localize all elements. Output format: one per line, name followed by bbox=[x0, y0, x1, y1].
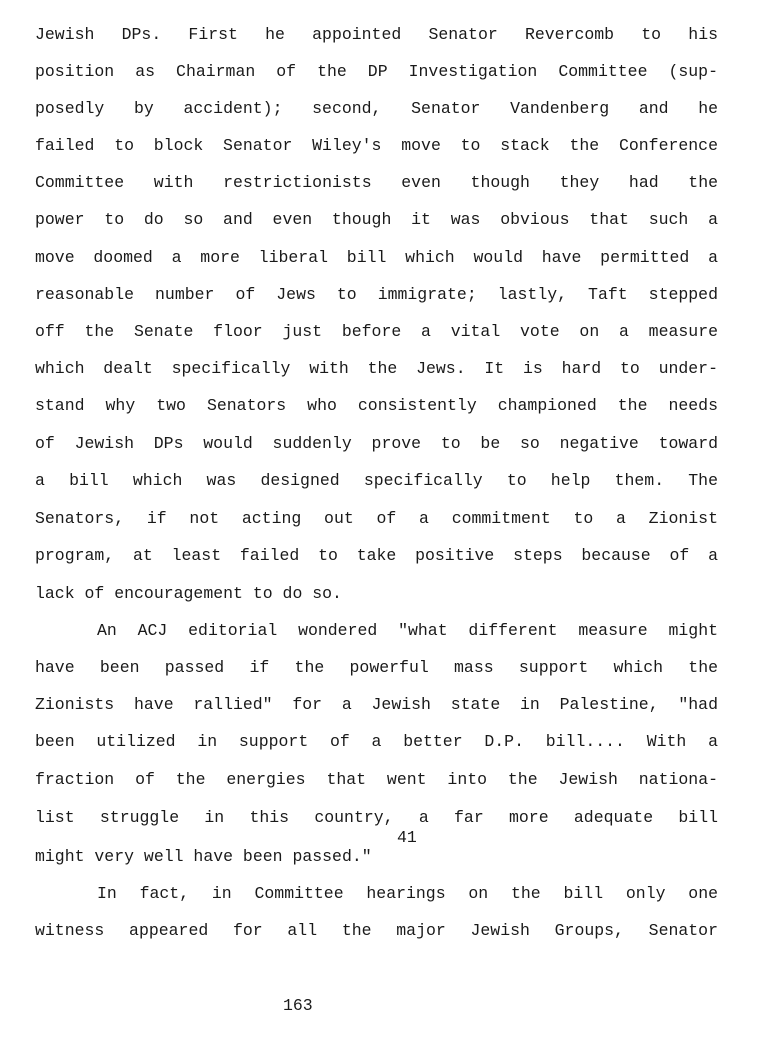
text-line: failed to block Senator Wiley's move to stack the Conference bbox=[35, 136, 718, 155]
text-line: In fact, in Committee hearings on the bill only one bbox=[97, 884, 718, 903]
text-line: stand why two Senators who consistently championed the needs bbox=[35, 396, 718, 415]
text-line: Zionists have rallied" for a Jewish state in Palestine, "had bbox=[35, 695, 718, 714]
text-line: move doomed a more liberal bill which would have permitted a bbox=[35, 248, 718, 267]
text-line: witness appeared for all the major Jewish Groups, Senator bbox=[35, 921, 718, 940]
text-line: of Jewish DPs would suddenly prove to be so negative toward bbox=[35, 434, 718, 453]
text-line: been utilized in support of a better D.P. bill.... With a bbox=[35, 732, 718, 751]
page-number: 163 bbox=[283, 996, 313, 1015]
text-line: which dealt specifically with the Jews. It is hard to under- bbox=[35, 359, 718, 378]
text-line: list struggle in this country, a far more adequate bill bbox=[35, 808, 718, 827]
text-line: program, at least failed to take positive steps because of a bbox=[35, 546, 718, 565]
text-line: lack of encouragement to do so. bbox=[35, 584, 342, 603]
text-line: posedly by accident); second, Senator Vandenberg and he bbox=[35, 99, 718, 118]
text-line: Jewish DPs. First he appointed Senator Revercomb to his bbox=[35, 25, 718, 44]
footnote-marker: 41 bbox=[397, 828, 417, 847]
text-line: position as Chairman of the DP Investigation Committee (sup- bbox=[35, 62, 718, 81]
text-line: reasonable number of Jews to immigrate; lastly, Taft stepped bbox=[35, 285, 718, 304]
text-line: might very well have been passed." bbox=[35, 847, 372, 866]
text-line: have been passed if the powerful mass support which the bbox=[35, 658, 718, 677]
text-line: An ACJ editorial wondered "what different measure might bbox=[97, 621, 718, 640]
text-line: a bill which was designed specifically to help them. The bbox=[35, 471, 718, 490]
text-line: Senators, if not acting out of a commitment to a Zionist bbox=[35, 509, 718, 528]
text-line: off the Senate floor just before a vital vote on a measure bbox=[35, 322, 718, 341]
text-line: Committee with restrictionists even though they had the bbox=[35, 173, 718, 192]
text-line: fraction of the energies that went into the Jewish nationa- bbox=[35, 770, 718, 789]
text-line: power to do so and even though it was obvious that such a bbox=[35, 210, 718, 229]
